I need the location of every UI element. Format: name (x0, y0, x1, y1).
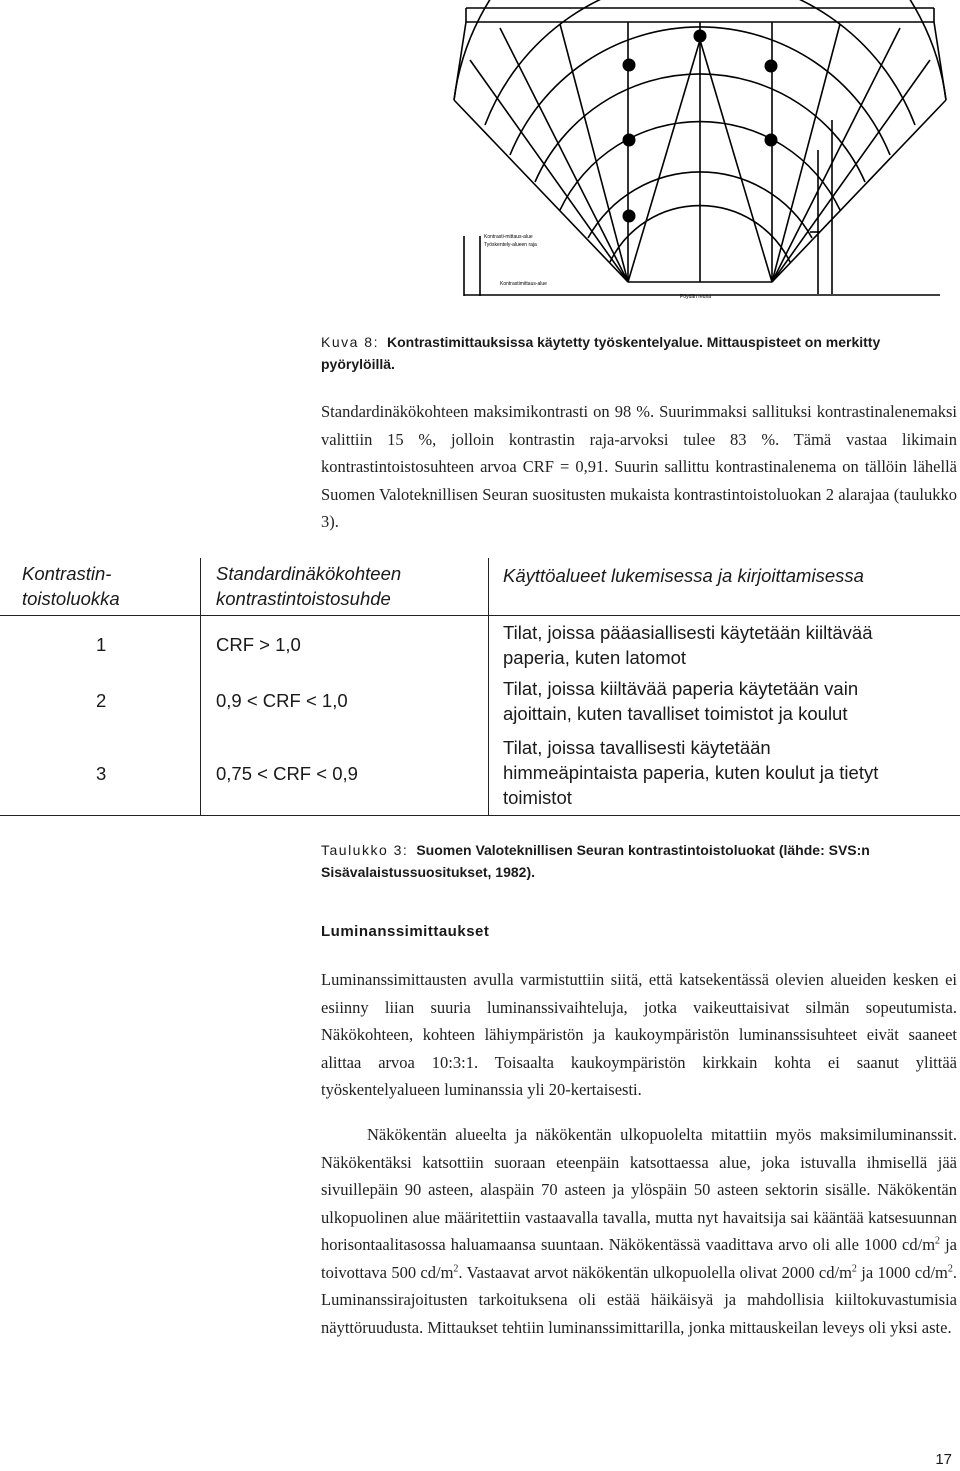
figure-label: Kontrasti-mittaus-alue (484, 234, 533, 240)
body-paragraph: Luminanssimittausten avulla varmistuttiin siitä, että katsekentässä olevien alueiden kesken ei esiinny liian suuria luminanssivaihteluja, jotka vaikeuttaisivat silmän sopeutumista. Näkökohteen, kohteen lähiympäristön ja kaukoympäristön luminanssisuhteet eivät saaneet alittaa arvoa 10:3:1. Toisaalta kaukoympäristön kirkkain kohta ei saanut ylittää työskentelyalueen luminanssia yli 20-kertaisesti. (321, 970, 957, 1099)
table-rule (0, 815, 960, 816)
measurement-area-diagram (440, 0, 960, 320)
contrast-class-table (0, 558, 960, 816)
table-divider (488, 558, 489, 816)
figure-label: Pöydän reuna (680, 294, 712, 300)
page-number: 17 (935, 1451, 952, 1468)
row-class: 2 (96, 690, 107, 711)
row-usage: Tilat, joissa kiiltävää paperia käytetään vain ajoittain, kuten tavalliset toimistot ja koulut (503, 678, 859, 724)
row-crf: CRF > 1,0 (216, 634, 301, 655)
row-class: 3 (96, 763, 107, 784)
body-paragraph: Standardinäkökohteen maksimikontrasti on 98 %. Suurimmaksi sallituksi kontrastinalenemaksi valittiin 15 %, jolloin kontrastin raja-arvoksi tulee 83 %. Tämä vastaa likimain kontrastintoistosuhteen arvoa CRF = 0,91. Suurin sallittu kontrastinalenema on tällöin lähellä Suomen Valoteknillisen Seuran suositusten mukaista kontrastintoistoluokan 2 alarajaa (taulukko 3). (321, 402, 957, 531)
section-heading: Luminanssimittaukset (321, 923, 490, 940)
figure-label: Kontrastimittaus-alue (500, 281, 547, 287)
caption-text: Kontrastimittauksissa käytetty työskentelyalue. Mittauspisteet on merkitty pyörylöillä. (321, 334, 881, 372)
table-caption (321, 839, 941, 883)
table-rule (0, 615, 960, 616)
measurement-area-figure (440, 0, 960, 320)
header-class: Kontrastin- toistoluokka (22, 563, 120, 609)
figure-label: Työskentely-alueen raja (484, 242, 537, 248)
caption-label: Taulukko 3: (321, 842, 409, 858)
row-usage: Tilat, joissa pääasiallisesti käytetään kiiltävää paperia, kuten latomot (503, 622, 873, 668)
row-class: 1 (96, 634, 107, 655)
row-usage: Tilat, joissa tavallisesti käytetään himmeäpintaista paperia, kuten koulut ja tietyt toimistot (503, 737, 879, 808)
row-crf: 0,9 < CRF < 1,0 (216, 690, 348, 711)
body-paragraph: Näkökentän alueelta ja näkökentän ulkopuolelta mitattiin myös maksimiluminanssit. Näkökentäksi katsottiin suoraan eteenpäin katsottaessa alue, joka istuvalla ihmisellä jää sivuillepäin 90 asteen, alaspäin 70 asteen ja ylöspäin 50 asteen sektorin sisälle. Näkökentän ulkopuolinen alue määritettiin vastaavalla tavalla, mutta nyt havaitsija sai kääntää katsesuunnan horisontaalitasossa haluamaansa suuntaan. Näkökentässä vaadittava arvo oli alle 1000 $cd/m^2$ ja toivottava 500 $cd/m^2$. Vastaavat arvot näkökentän ulkopuolella olivat 2000 $cd/m^2$ ja 1000 $cd/m^2$. Luminanssirajoitusten tarkoituksena oli estää häikäisyä ja mahdollisia kiiltokuvastumisia näyttöruudusta. Mittaukset tehtiin luminanssimittarilla, jonka mittauskeilan leveys oli yksi aste. (321, 1125, 957, 1337)
caption-text: Suomen Valoteknillisen Seuran kontrastintoistoluokat (lähde: SVS:n Sisävalaistussuositukset, 1982). (321, 842, 870, 880)
caption-label: Kuva 8: (321, 334, 379, 350)
header-usage: Käyttöalueet lukemisessa ja kirjoittamisessa (503, 565, 864, 586)
figure-caption (321, 331, 941, 375)
table-divider (200, 558, 201, 816)
row-crf: 0,75 < CRF < 0,9 (216, 763, 358, 784)
header-ratio: Standardinäkökohteen kontrastintoistosuhde (216, 563, 402, 609)
